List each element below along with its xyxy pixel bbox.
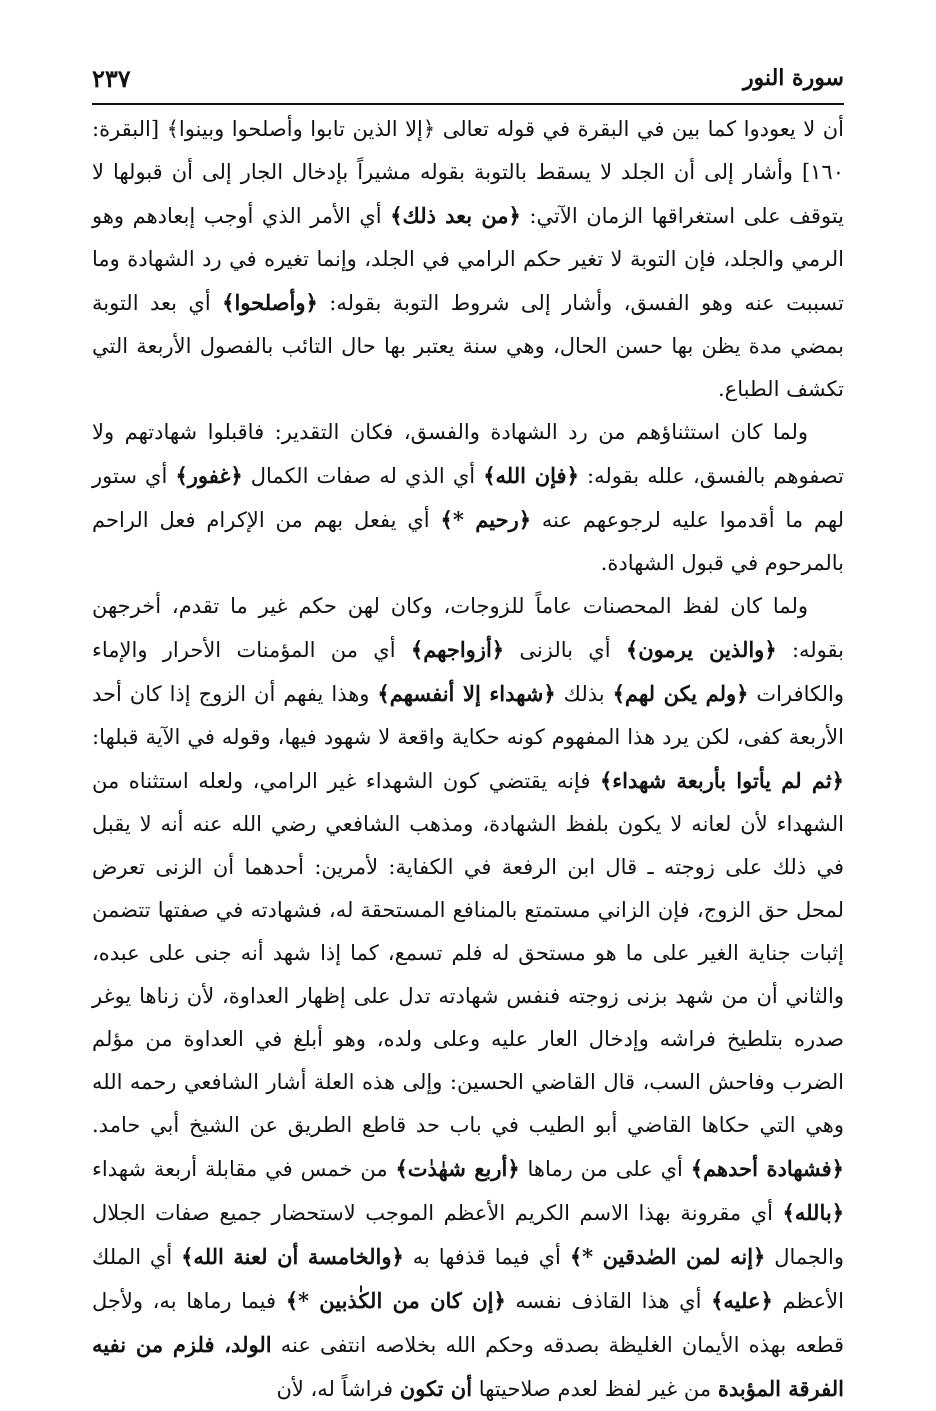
body-text [92, 108, 844, 1411]
quran-quote: ﴿ولم يكن لهم﴾ [612, 681, 749, 706]
text-segment: أي الذي له صفات الكمال [242, 464, 484, 488]
quran-quote: ﴿غفور﴾ [175, 463, 243, 488]
quran-quote: ﴿والخامسة أن لعنة الله﴾ [181, 1244, 404, 1269]
text-segment: وهذا يفهم أن الزوج إذا كان أحد الأربعة كفى، لكن يرد هذا المفهوم كونه حكاية واقعة لا شهود فيها، وقوله في الآية قبلها: [92, 682, 844, 749]
paragraph [92, 108, 844, 411]
text-segment: أي مقرونة بهذا الاسم الكريم الأعظم الموجب لاستحضار جميع صفات الجلال والجمال [92, 1201, 844, 1269]
quran-quote: ﴿إنه لمن الصٰدقين *﴾ [569, 1244, 766, 1269]
text-segment: أي الأمر الذي أوجب إبعادهم وهو الرمي والجلد، فإن التوبة لا تغير حكم الرامي في الجلد، وإنما تغيره في رد الشهادة وما تسببت عنه وهو الفسق، وأشار إلى شروط التوبة بقوله: [92, 204, 844, 315]
quran-quote: ﴿أزواجهم﴾ [410, 637, 505, 662]
header-rule [92, 103, 844, 105]
page-number: ٢٣٧ [92, 63, 131, 93]
text-segment: أي فيما قذفها به [403, 1245, 570, 1269]
quran-quote: ﴿شهداء إلا أنفسهم﴾ [377, 681, 556, 706]
quran-quote: ﴿رحيم *﴾ [440, 507, 532, 532]
text-segment: أي من المؤمنات الأحرار والإماء والكافرات [92, 638, 844, 706]
quran-quote: ﴿فإن الله﴾ [483, 463, 579, 488]
text-segment: أي ستور لهم ما أقدموا عليه لرجوعهم عنه [92, 464, 844, 532]
quran-quote: ﴿عليه﴾ [711, 1288, 773, 1313]
sura-title: سورة النور [742, 65, 844, 91]
text-segment: أي بالزنى [504, 638, 626, 662]
page-header [92, 58, 844, 98]
quran-quote: ﴿وأصلحوا﴾ [222, 290, 318, 315]
quran-quote: ﴿ثم لم يأتوا بأربعة شهداء﴾ [599, 768, 844, 793]
text-segment: بذلك [555, 682, 613, 706]
quran-quote: الولد، فلزم من نفيه الفرقة المؤبدة [92, 1332, 844, 1401]
quran-quote: ﴿والذين يرمون﴾ [625, 637, 777, 662]
paragraph [92, 411, 844, 585]
quran-quote: ﴿بالله﴾ [782, 1200, 844, 1225]
text-segment: من خمس في مقابلة أربعة شهداء [92, 1157, 396, 1181]
text-segment: أي يفعل بهم من الإكرام فعل الراحم بالمرحوم في قبول الشهادة. [92, 508, 844, 575]
text-segment: أي هذا القاذف نفسه [505, 1289, 712, 1313]
paragraph [92, 585, 844, 1411]
quran-quote: ﴿من بعد ذلك﴾ [390, 203, 521, 228]
text-segment: من غير لفظ لعدم صلاحيتها [472, 1377, 718, 1401]
text-segment: ولما كان استثناؤهم من رد الشهادة والفسق، فكان التقدير: فاقبلوا شهادتهم ولا تصفوهم بالفسق، علله بقوله: [92, 420, 844, 488]
text-segment: أن لا يعودوا كما بين في البقرة في قوله تعالى [435, 117, 845, 141]
quran-quote: ﴿إن كان من الكٰذبين *﴾ [285, 1288, 506, 1313]
text-segment: فإنه يقتضي كون الشهداء غير الرامي، ولعله استثناه من الشهداء لأن لعانه لا يكون بلفظ الشهادة، ومذهب الشافعي رضي الله عنه أنه لا يقبل في ذلك على زوجته ـ قال ابن الرفعة في الكفاية: لأمرين: أحدهما أن الزنى تعرض لمحل حق الزوج، فإن الزاني مستمتع بالمنافع المستحقة له، فشهادته في صفتها تتضمن إثبات جناية الغير على ما هو مستحق له فلم تسمع، كما إذا شهد أنه جنى على عبده، والثاني أن من شهد بزنى زوجته فنفس شهادته تدل على إظهار العداوة، لأن زناها يوغر صدره بتلطيخ فراشه وإدخال العار عليه وعلى ولده، وهو أبلغ في العداوة من مؤلم الضرب وفاحش السب، قال القاضي الحسين: وإلى هذه العلة أشار الشافعي رحمه الله وهي التي حكاها القاضي أبو الطيب في باب حد قاطع الطريق عن الشيخ أبي حامد. [92, 769, 845, 1137]
text-segment: فيما رماها به، ولأجل قطعه بهذه الأيمان الغليظة بصدقه وحكم الله بخلاصه انتفى عنه [92, 1289, 844, 1357]
text-segment: ولما كان لفظ المحصنات عاماً للزوجات، وكان لهن حكم غير ما تقدم، أخرجهن بقوله: [92, 594, 845, 662]
text-segment: أي الملك الأعظم [92, 1245, 844, 1313]
text-segment: ﴿إلا الذين تابوا وأصلحوا وبينوا﴾ [166, 117, 436, 141]
text-segment: فراشاً له، لأن [276, 1377, 400, 1401]
quran-quote: ﴿فشهادة أحدهم﴾ [690, 1156, 844, 1181]
text-segment: أي على من رماها [519, 1157, 691, 1181]
quran-quote: أن تكون [399, 1376, 473, 1401]
text-segment: [البقرة: ١٦٠] وأشار إلى أن الجلد لا يسقط بالتوبة بقوله مشيراً بإدخال الجار إلى أن قبولها لا يتوقف على استغراقها الزمان الآتي: [92, 117, 844, 228]
text-segment: أي بعد التوبة بمضي مدة يظن بها حسن الحال، وهي سنة يعتبر بها حال التائب بالفصول الأربعة التي تكشف الطباع. [92, 291, 844, 401]
quran-quote: ﴿أربع شهٰدٰت﴾ [395, 1156, 520, 1181]
